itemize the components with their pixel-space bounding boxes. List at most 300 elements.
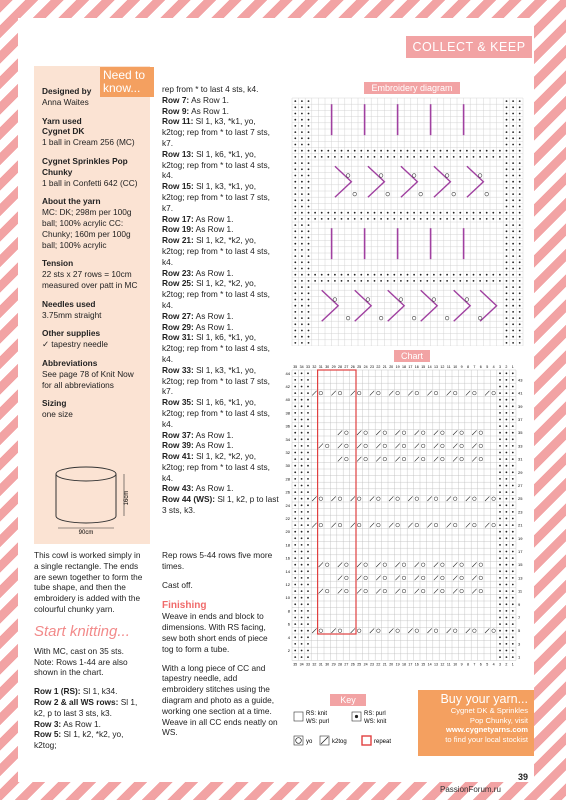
purl-dot	[506, 630, 508, 632]
yo-symbol	[399, 298, 403, 302]
purl-dot	[499, 156, 501, 158]
embroidery-chevron	[368, 166, 385, 197]
purl-dot	[499, 465, 501, 467]
column-number: 25	[357, 365, 362, 369]
purl-dot	[519, 330, 521, 332]
purl-dot	[512, 504, 514, 506]
embroidery-diagram	[288, 96, 532, 346]
purl-dot	[301, 168, 303, 170]
purl-dot	[512, 255, 514, 257]
cast-off-text: Cast off.	[162, 579, 193, 590]
purl-dot	[294, 181, 296, 183]
k2tog-symbol	[312, 496, 316, 501]
column-number: 32	[312, 662, 317, 667]
chart-title: Chart	[394, 350, 430, 362]
purl-dot	[301, 162, 303, 164]
yo-symbol	[492, 629, 496, 633]
yo-symbol	[383, 431, 387, 435]
purl-dot	[327, 212, 329, 214]
purl-dot	[321, 274, 323, 276]
yo-symbol	[441, 576, 445, 580]
row2-text: Sl 1, k2, p to last 3 sts, k3.	[34, 696, 138, 718]
purl-dot	[341, 212, 343, 214]
purl-dot	[499, 656, 501, 658]
purl-dot	[459, 156, 461, 158]
row-number: 43	[518, 377, 523, 383]
yo-symbol	[319, 523, 323, 527]
yo-symbol	[364, 563, 368, 567]
row-number: 31	[518, 456, 523, 462]
purl-dot	[294, 292, 296, 294]
purl-dot	[294, 650, 296, 652]
purl-dot	[499, 584, 501, 586]
purl-dot	[453, 150, 455, 152]
purl-dot	[374, 150, 376, 152]
k2tog-symbol	[408, 523, 412, 528]
purl-dot	[459, 218, 461, 220]
purl-dot	[519, 156, 521, 158]
purl-dot	[420, 150, 422, 152]
purl-dot	[446, 280, 448, 282]
purl-dot	[334, 218, 336, 220]
purl-dot	[380, 218, 382, 220]
purl-dot	[512, 386, 514, 388]
pattern-row	[162, 322, 280, 333]
purl-dot	[354, 150, 356, 152]
purl-dot	[512, 137, 514, 139]
purl-dot	[367, 150, 369, 152]
purl-dot	[473, 212, 475, 214]
k2tog-symbol	[434, 444, 438, 449]
row-label: Row 33:	[162, 364, 194, 375]
row-number: 38	[285, 410, 290, 416]
yo-symbol	[415, 629, 419, 633]
yo-symbol	[386, 192, 390, 196]
purl-dot	[334, 156, 336, 158]
purl-dot	[301, 286, 303, 288]
purl-dot	[294, 478, 296, 480]
designed-by: Anna Waites	[42, 96, 89, 107]
knit-swatch	[294, 712, 303, 721]
purl-dot	[294, 311, 296, 313]
purl-dot	[512, 168, 514, 170]
yo-symbol	[366, 298, 370, 302]
purl-dot	[512, 162, 514, 164]
purl-dot	[387, 218, 389, 220]
purl-dot	[327, 150, 329, 152]
purl-dot	[433, 156, 435, 158]
purl-dot	[301, 261, 303, 263]
row-number: 30	[285, 463, 290, 469]
purl-dot	[512, 438, 514, 440]
page-number: 39	[518, 772, 529, 782]
purl-dot	[506, 531, 508, 533]
purl-dot	[294, 193, 296, 195]
purl-dot	[426, 274, 428, 276]
purl-dot	[301, 650, 303, 652]
row-label: Row 29:	[162, 321, 194, 332]
purl-dot	[301, 531, 303, 533]
column-number: 15	[421, 662, 426, 667]
column-number: 33	[306, 662, 310, 667]
purl-dot	[506, 570, 508, 572]
row-label: Row 23:	[162, 267, 194, 278]
row-text: As Row 1.	[195, 429, 234, 440]
purl-dot	[400, 156, 402, 158]
purl-dot	[473, 274, 475, 276]
purl-dot	[499, 438, 501, 440]
purl-dot	[512, 323, 514, 325]
k2tog-symbol	[331, 523, 335, 528]
purl-dot	[367, 280, 369, 282]
purl-dot	[506, 412, 508, 414]
purl-dot	[327, 218, 329, 220]
k2tog-symbol	[427, 628, 431, 633]
purl-dot	[301, 106, 303, 108]
purl-dot	[506, 584, 508, 586]
yo-symbol	[479, 431, 483, 435]
row-number: 35	[518, 430, 523, 436]
purl-dot	[347, 212, 349, 214]
row-label: Row 9:	[162, 105, 190, 116]
row-text: rep from * to last 4 sts, k4.	[162, 84, 259, 94]
k2tog-symbol	[338, 589, 342, 594]
purl-dot	[354, 274, 356, 276]
purl-dot	[519, 336, 521, 338]
purl-dot	[499, 544, 501, 546]
purl-dot	[506, 175, 508, 177]
column-number: 34	[299, 662, 304, 667]
purl-dot	[506, 249, 508, 251]
yo-symbol	[421, 431, 425, 435]
purl-dot	[301, 249, 303, 251]
purl-dot	[294, 643, 296, 645]
purl-dot	[301, 386, 303, 388]
purl-dot	[420, 212, 422, 214]
purl-dot	[512, 610, 514, 612]
purl-dot	[387, 150, 389, 152]
purl-dot	[301, 636, 303, 638]
k2tog-symbol	[351, 628, 355, 633]
column-number: 25	[357, 662, 362, 667]
purl-dot	[301, 537, 303, 539]
purl-dot	[453, 156, 455, 158]
purl-dot	[321, 156, 323, 158]
purl-dot	[294, 405, 296, 407]
purl-dot	[347, 280, 349, 282]
purl-dot	[301, 544, 303, 546]
yo-symbol	[402, 563, 406, 567]
pattern-row	[162, 440, 280, 451]
purl-dot	[499, 150, 501, 152]
k2tog-symbol	[338, 444, 342, 449]
purl-dot	[294, 131, 296, 133]
purl-dot	[341, 274, 343, 276]
yo-symbol	[396, 629, 400, 633]
yo-symbol	[345, 457, 349, 461]
purl-dot	[519, 230, 521, 232]
purl-dot	[512, 113, 514, 115]
purl-dot	[512, 584, 514, 586]
column-number: 34	[299, 365, 304, 369]
yo-symbol	[445, 316, 449, 320]
yo-symbol	[325, 444, 329, 448]
purl-dot	[519, 323, 521, 325]
purl-dot	[314, 218, 316, 220]
purl-dot	[301, 156, 303, 158]
purl-dot	[506, 452, 508, 454]
row-label: Row 15:	[162, 181, 194, 192]
purl-dot	[512, 597, 514, 599]
embroidery-chevron	[335, 166, 352, 197]
yo-symbol	[441, 563, 445, 567]
purl-dot	[519, 243, 521, 245]
purl-dot	[519, 119, 521, 121]
column-number: 18	[402, 662, 406, 667]
purl-dot	[446, 150, 448, 152]
row-label: Row 27:	[162, 310, 194, 321]
sizing-heading: Sizing	[42, 398, 67, 409]
purl-dot	[294, 412, 296, 414]
column-number: 7	[473, 365, 476, 369]
buy-yarn-url[interactable]: www.cygnetyarns.com	[445, 725, 528, 734]
purl-dot	[506, 305, 508, 307]
column-number: 30	[325, 365, 330, 369]
purl-dot	[512, 617, 514, 619]
row-number: 21	[518, 522, 523, 528]
purl-dot	[512, 144, 514, 146]
purl-dot	[519, 249, 521, 251]
purl-dot	[360, 274, 362, 276]
yo-symbol	[421, 576, 425, 580]
purl-dot	[327, 274, 329, 276]
pattern-row	[162, 278, 280, 310]
purl-dot	[499, 597, 501, 599]
purl-dot	[506, 243, 508, 245]
column-number: 10	[453, 365, 458, 369]
yo-symbol	[383, 589, 387, 593]
purl-dot	[301, 438, 303, 440]
purl-dot	[453, 274, 455, 276]
purl-dot	[301, 150, 303, 152]
purl-dot	[294, 458, 296, 460]
purl-dot	[301, 452, 303, 454]
yo-symbol	[441, 444, 445, 448]
yo-symbol	[345, 576, 349, 580]
purl-dot	[506, 268, 508, 270]
purl-dot	[307, 405, 309, 407]
purl-dot	[413, 218, 415, 220]
purl-dot	[473, 280, 475, 282]
yo-symbol	[364, 444, 368, 448]
yo-symbol	[441, 457, 445, 461]
key-rs-purl: RS: purl	[364, 711, 386, 717]
row-label: Row 43:	[162, 483, 194, 494]
purl-dot	[294, 485, 296, 487]
purl-dot	[308, 305, 310, 307]
purl-dot	[499, 432, 501, 434]
yo-symbol	[479, 589, 483, 593]
key-yo: yo	[306, 739, 313, 745]
purl-dot	[314, 274, 316, 276]
yo-symbol	[357, 497, 361, 501]
purl-dot	[367, 218, 369, 220]
row-text: Sl 1, k2, *k2, yo, k2tog; rep from * to last 4 sts, k4.	[162, 235, 270, 267]
purl-dot	[499, 218, 501, 220]
purl-dot	[440, 218, 442, 220]
purl-dot	[307, 570, 309, 572]
yo-symbol	[325, 589, 329, 593]
k2tog-symbol	[415, 576, 419, 581]
column-number: 5	[486, 365, 489, 369]
column-number: 17	[408, 662, 413, 667]
purl-dot	[519, 106, 521, 108]
purl-dot	[301, 274, 303, 276]
purl-dot	[314, 150, 316, 152]
k2tog-symbol	[338, 430, 342, 435]
purl-dot	[512, 557, 514, 559]
purl-dot	[506, 224, 508, 226]
column-number: 10	[453, 662, 458, 667]
purl-dot	[506, 286, 508, 288]
purl-dot	[301, 193, 303, 195]
purl-dot	[301, 379, 303, 381]
pattern-row	[162, 365, 280, 397]
row-text: As Row 1.	[195, 224, 234, 235]
purl-dot	[294, 113, 296, 115]
purl-dot	[307, 412, 309, 414]
purl-dot	[347, 156, 349, 158]
k2tog-symbol	[408, 391, 412, 396]
cowl-sketch	[50, 462, 140, 538]
purl-dot	[360, 212, 362, 214]
column-number: 8	[467, 662, 469, 667]
purl-dot	[308, 187, 310, 189]
tension-heading: Tension	[42, 258, 74, 269]
purl-dot	[294, 623, 296, 625]
purl-dot	[499, 603, 501, 605]
purl-dot	[307, 617, 309, 619]
purl-dot	[466, 150, 468, 152]
k2tog-symbol	[453, 430, 457, 435]
purl-dot	[308, 317, 310, 319]
yo-symbol	[479, 444, 483, 448]
yo-symbol	[460, 589, 464, 593]
purl-dot	[308, 342, 310, 344]
purl-dot	[307, 491, 309, 493]
purl-dot	[506, 113, 508, 115]
purl-dot	[519, 342, 521, 344]
purl-dot	[301, 465, 303, 467]
purl-dot	[512, 181, 514, 183]
purl-dot	[519, 299, 521, 301]
purl-dot	[512, 224, 514, 226]
buy-yarn-line3: to find your local stockist	[445, 734, 528, 744]
purl-dot	[512, 261, 514, 263]
column-number: 29	[331, 662, 336, 667]
purl-dot	[301, 577, 303, 579]
k2tog-symbol	[357, 444, 361, 449]
row3-text: As Row 1.	[63, 718, 101, 729]
purl-dot	[301, 175, 303, 177]
purl-dot	[512, 524, 514, 526]
k2tog-symbol	[312, 523, 316, 528]
purl-dot	[307, 392, 309, 394]
purl-dot	[307, 630, 309, 632]
purl-dot	[466, 280, 468, 282]
purl-dot	[519, 212, 521, 214]
yo-symbol	[460, 431, 464, 435]
yo-symbol	[412, 174, 416, 178]
column-number: 27	[344, 662, 349, 667]
k2tog-symbol	[408, 496, 412, 501]
k2tog-symbol	[485, 496, 489, 501]
purl-dot	[519, 261, 521, 263]
purl-dot	[512, 372, 514, 374]
row-text: As Row 1.	[195, 440, 234, 451]
yo-symbol	[379, 316, 383, 320]
purl-dot	[307, 564, 309, 566]
purl-dot	[334, 274, 336, 276]
purl-dot	[479, 274, 481, 276]
purl-dot	[512, 317, 514, 319]
start-knitting-heading: Start knitting...	[34, 622, 130, 640]
column-number: 8	[467, 365, 469, 369]
purl-dot	[308, 125, 310, 127]
yo-symbol	[460, 444, 464, 448]
purl-dot	[512, 106, 514, 108]
purl-dot	[512, 498, 514, 500]
purl-dot	[294, 630, 296, 632]
k2tog-symbol	[434, 589, 438, 594]
row-number: 7	[518, 615, 521, 620]
purl-dot	[308, 156, 310, 158]
column-number: 3	[499, 662, 501, 667]
purl-dot	[307, 438, 309, 440]
purl-dot	[499, 212, 501, 214]
purl-dot	[499, 564, 501, 566]
purl-dot	[512, 570, 514, 572]
purl-dot	[294, 317, 296, 319]
purl-dot	[413, 212, 415, 214]
purl-dot	[301, 491, 303, 493]
k2tog-symbol	[453, 589, 457, 594]
pattern-rows	[162, 84, 280, 516]
purl-dot	[374, 156, 376, 158]
column-number: 5	[486, 662, 489, 667]
purl-dot	[294, 125, 296, 127]
purl-dot	[499, 617, 501, 619]
purl-dot	[400, 150, 402, 152]
purl-dot	[294, 212, 296, 214]
key-repeat: repeat	[374, 739, 392, 745]
purl-dot	[294, 610, 296, 612]
purl-dot	[294, 584, 296, 586]
purl-dot	[407, 212, 409, 214]
purl-dot	[519, 237, 521, 239]
row-number: 13	[518, 575, 523, 581]
purl-dot	[301, 399, 303, 401]
column-number: 28	[338, 365, 342, 369]
yo-symbol	[338, 523, 342, 527]
row-label: Row 11:	[162, 116, 194, 127]
purl-dot	[506, 432, 508, 434]
key-rs-knit: RS: knit	[306, 711, 328, 717]
k2tog-symbol	[376, 457, 380, 462]
row-text: Sl 1, k2, *k2, yo, k2tog; rep from * to last 4 sts, k4.	[162, 451, 270, 483]
row-number: 9	[518, 601, 521, 607]
k2tog-symbol	[389, 628, 393, 633]
